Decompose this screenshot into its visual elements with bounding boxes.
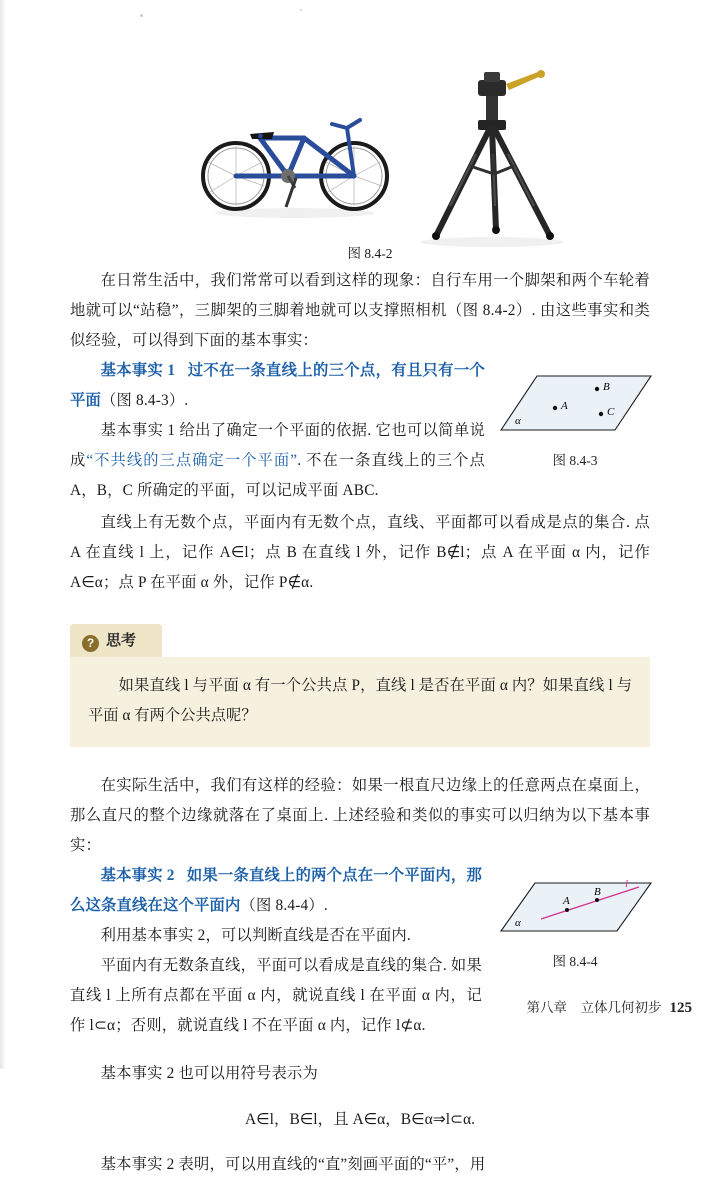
fact-2-statement: 如果一条直线上的两个点在一个平面内，那么这条直线在这个平面内 xyxy=(70,867,482,914)
think-box-text: 如果直线 l 与平面 α 有一个公共点 P，直线 l 是否在平面 α 内？如果直线 l 与平面 α 有两个公共点呢？ xyxy=(88,677,632,724)
paragraph-8: 基本事实 2 表明，可以用直线的“直”刻画平面的“平”，用 xyxy=(100,1156,486,1173)
think-box-title: 思考 xyxy=(106,632,137,649)
figure-8-4-4 xyxy=(490,871,660,970)
page-edge-shadow xyxy=(0,0,6,1069)
svg-text:B: B xyxy=(602,381,610,393)
svg-text:α: α xyxy=(514,917,521,929)
formula-line: A∈l，B∈l，且 A∈α，B∈α⇒l⊂α. xyxy=(244,1110,476,1128)
think-box-body xyxy=(70,657,650,747)
paragraph-3: 直线上有无数个点，平面内有无数个点，直线、平面都可以看成是点的集合. 点 A 在直线 l 上，记作 A∈l；点 B 在直线 l 外，记作 B∉l；点 A 在平面 α 内，记作 A∈α；点 P 在平面 α 外，记作 P∉α. xyxy=(70,514,650,591)
camera-tripod-illustration xyxy=(410,54,575,249)
paragraph-2-part-b: . 不在一条直线上的三个点 A，B，C 所确定的平面，可以记成平面 ABC. xyxy=(70,452,486,499)
figure-8-4-3-caption: 图 8.4-3 xyxy=(552,453,598,468)
svg-text:B: B xyxy=(593,886,601,898)
paragraph-7: 基本事实 2 也可以用符号表示为 xyxy=(100,1065,318,1082)
fact-1-line xyxy=(70,356,485,416)
footer-page-number: 125 xyxy=(669,1000,692,1016)
figure-8-4-2 xyxy=(70,46,650,266)
svg-text:l: l xyxy=(624,878,628,890)
paragraph-2-part-a: 基本事实 1 给出了确定一个平面的依据. 它也可以简单说成 xyxy=(70,422,485,469)
paragraph-5: 利用基本事实 2，可以判断直线是否在平面内. xyxy=(100,927,411,944)
paragraph-1: 在日常生活中，我们常常可以看到这样的现象：自行车用一个脚架和两个车轮着地就可以“站稳”，三脚架的三脚着地就可以支撑照相机（图 8.4-2）. 由这些事实和类似经验，可以得到下面的基本事实： xyxy=(70,272,650,349)
think-box-header xyxy=(70,624,162,657)
plane-three-points-diagram xyxy=(493,364,658,442)
fact-1-statement: 过不在一条直线上的三个点，有且只有一个平面 xyxy=(70,362,485,409)
paragraph-4: 在实际生活中，我们有这样的经验：如果一根直尺边缘上的任意两点在桌面上，那么直尺的整个边缘就落在了桌面上. 上述经验和类似的事实可以归纳为以下基本事实： xyxy=(70,777,650,854)
think-box xyxy=(70,624,650,747)
fact-1-ref: （图 8.4-3）. xyxy=(101,392,189,409)
svg-text:A: A xyxy=(560,400,568,412)
fact-2-line xyxy=(70,861,482,921)
figure-8-4-2-caption: 图 8.4-2 xyxy=(347,246,393,261)
page-footer xyxy=(527,996,693,1017)
paragraph-6: 平面内有无数条直线，平面可以看成是直线的集合. 如果直线 l 上所有点都在平面 α 内，就说直线 l 在平面 α 内，记作 l⊂α；否则，就说直线 l 不在平面 α 内，记作 l⊄α. xyxy=(70,957,482,1034)
question-mark-icon: ? xyxy=(82,635,99,652)
figure-8-4-3 xyxy=(490,364,660,469)
paragraph-2 xyxy=(70,416,485,506)
line-in-plane-diagram xyxy=(493,871,658,943)
svg-text:A: A xyxy=(562,895,570,907)
bicycle-illustration xyxy=(200,76,390,221)
fact-1-block xyxy=(70,356,650,506)
fact-2-label: 基本事实 2 xyxy=(100,867,175,884)
fact-1-label: 基本事实 1 xyxy=(100,362,176,379)
figure-8-4-4-caption: 图 8.4-4 xyxy=(552,954,598,969)
svg-text:α: α xyxy=(514,415,521,427)
paragraph-2-quote: “不共线的三点确定一个平面” xyxy=(86,452,298,469)
svg-text:C: C xyxy=(606,406,614,418)
fact-2-ref: （图 8.4-4）. xyxy=(240,897,328,914)
footer-chapter: 第八章 立体几何初步 xyxy=(526,1000,662,1015)
